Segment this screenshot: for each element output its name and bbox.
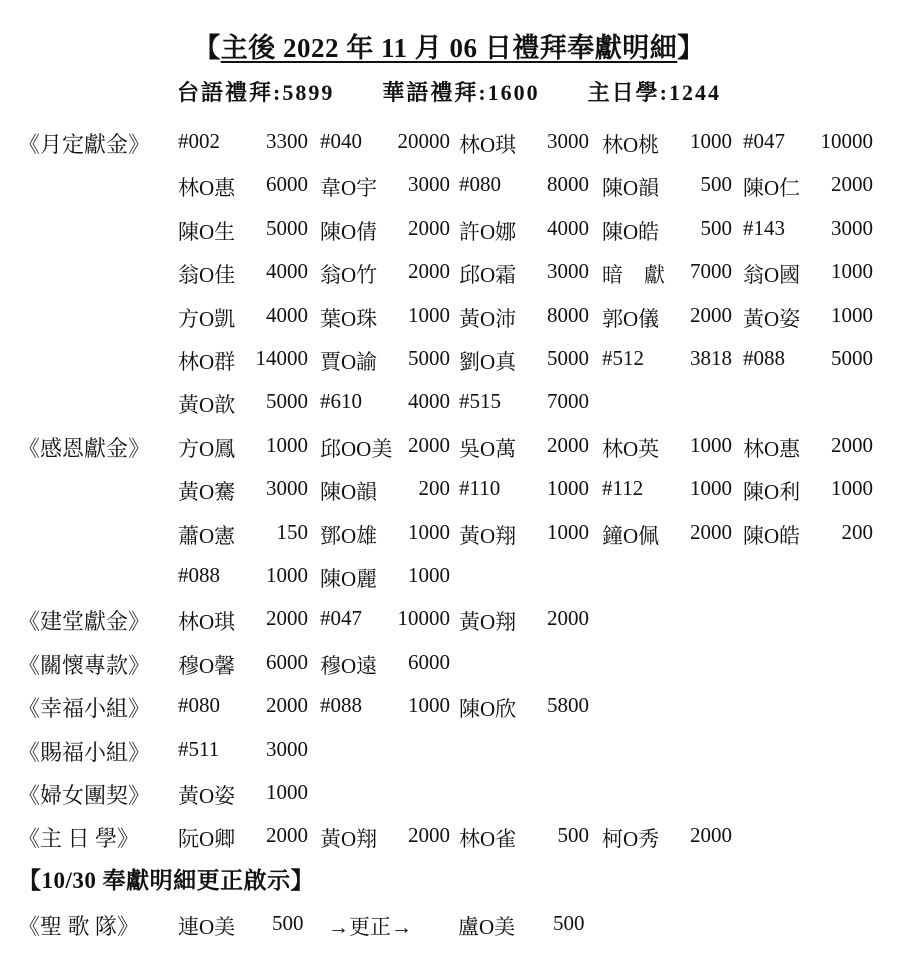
donation-amount: 1000 bbox=[408, 303, 450, 327]
category-label: 《感恩獻金》 bbox=[18, 436, 151, 461]
donor-name: #047 bbox=[320, 606, 362, 630]
donation-amount: 2000 bbox=[547, 606, 589, 630]
donor-name: 阮O卿 bbox=[178, 827, 236, 851]
donor-name: 林O雀 bbox=[459, 827, 517, 851]
donation-amount: 20000 bbox=[397, 129, 450, 153]
donation-amount: 1000 bbox=[831, 476, 873, 500]
offering-entry bbox=[602, 129, 732, 159]
offering-entry bbox=[743, 129, 873, 154]
correction-from-name: 連O美 bbox=[178, 915, 236, 939]
offering-entry bbox=[178, 606, 308, 636]
category-label: 《建堂獻金》 bbox=[18, 609, 151, 634]
offering-entry bbox=[320, 476, 450, 506]
offering-entry bbox=[178, 259, 308, 289]
donation-amount: 1000 bbox=[690, 476, 732, 500]
offering-entry bbox=[320, 563, 450, 593]
donation-amount: 1000 bbox=[547, 520, 589, 544]
offering-entry bbox=[320, 650, 450, 680]
donation-amount: 4000 bbox=[266, 259, 308, 283]
donor-name: 黃O姿 bbox=[178, 784, 236, 808]
title-bracket-left: 【 bbox=[193, 33, 221, 63]
donor-name: 林O琪 bbox=[178, 610, 236, 634]
donor-name: 方O凱 bbox=[178, 307, 236, 331]
donation-amount: 2000 bbox=[831, 172, 873, 196]
offering-entry bbox=[178, 172, 308, 202]
donor-name: 陳O利 bbox=[743, 480, 801, 504]
offering-entry bbox=[320, 520, 450, 550]
offering-entry bbox=[178, 650, 308, 680]
donation-amount: 1000 bbox=[266, 563, 308, 587]
donation-amount: 1000 bbox=[408, 693, 450, 717]
donor-name: #080 bbox=[178, 693, 220, 717]
offering-entry bbox=[459, 303, 589, 333]
donor-name: 賈O諭 bbox=[320, 350, 378, 374]
offering-entry bbox=[320, 129, 450, 154]
donor-name: 黃O翔 bbox=[459, 610, 517, 634]
donor-name: #143 bbox=[743, 216, 785, 240]
donor-name: 韋O宇 bbox=[320, 176, 378, 200]
donation-amount: 5000 bbox=[547, 346, 589, 370]
summary-sunday-school: 主日學:1244 bbox=[587, 80, 721, 105]
donation-amount: 6000 bbox=[408, 650, 450, 674]
donation-amount: 3000 bbox=[547, 259, 589, 283]
donor-name: 穆O馨 bbox=[178, 654, 236, 678]
donor-name: #002 bbox=[178, 129, 220, 153]
donation-amount: 1000 bbox=[408, 563, 450, 587]
offering-entry bbox=[743, 216, 873, 241]
donation-amount: 5000 bbox=[266, 216, 308, 240]
donor-name: 鄧O雄 bbox=[320, 524, 378, 548]
offering-entry bbox=[602, 520, 732, 550]
offering-entry bbox=[178, 737, 308, 762]
offering-entry bbox=[459, 433, 589, 463]
donation-amount: 4000 bbox=[547, 216, 589, 240]
offering-entry bbox=[743, 259, 873, 289]
donor-name: #088 bbox=[178, 563, 220, 587]
donation-amount: 6000 bbox=[266, 172, 308, 196]
donation-amount: 2000 bbox=[690, 303, 732, 327]
offering-entry bbox=[602, 303, 732, 333]
offering-entry bbox=[320, 823, 450, 853]
donation-amount: 8000 bbox=[547, 303, 589, 327]
category-label: 《月定獻金》 bbox=[18, 132, 151, 157]
correction-arrow: →更正→ bbox=[328, 915, 412, 939]
donor-name: 陳O皓 bbox=[602, 220, 660, 244]
donation-amount: 2000 bbox=[408, 433, 450, 457]
donation-amount: 500 bbox=[557, 823, 589, 847]
donor-name: 陳O皓 bbox=[743, 524, 801, 548]
donor-name: 吳O萬 bbox=[459, 437, 517, 461]
donation-amount: 4000 bbox=[266, 303, 308, 327]
offering-entry bbox=[178, 563, 308, 588]
donation-amount: 1000 bbox=[266, 433, 308, 457]
donation-amount: 1000 bbox=[690, 433, 732, 457]
donor-name: #080 bbox=[459, 172, 501, 196]
donation-amount: 200 bbox=[418, 476, 450, 500]
donor-name: 陳O仁 bbox=[743, 176, 801, 200]
summary-taiwanese-service: 台語禮拜:5899 bbox=[177, 80, 335, 105]
donor-name: 許O娜 bbox=[459, 220, 517, 244]
offering-entry bbox=[178, 129, 308, 154]
donation-amount: 5000 bbox=[831, 346, 873, 370]
offering-entry bbox=[178, 346, 308, 376]
offering-entry bbox=[178, 433, 308, 463]
donation-amount: 1000 bbox=[831, 259, 873, 283]
donation-amount: 7000 bbox=[547, 389, 589, 413]
donation-amount: 3818 bbox=[690, 346, 732, 370]
offering-entry bbox=[459, 346, 589, 376]
offering-entry bbox=[602, 476, 732, 501]
correction-to-name: 盧O美 bbox=[458, 915, 516, 939]
correction-category-label: 《聖 歌 隊》 bbox=[18, 914, 140, 939]
donor-name: 陳O麗 bbox=[320, 567, 378, 591]
donation-amount: 2000 bbox=[408, 216, 450, 240]
donor-name: #088 bbox=[320, 693, 362, 717]
donation-amount: 10000 bbox=[820, 129, 873, 153]
offering-entry bbox=[459, 693, 589, 723]
offering-entry bbox=[178, 823, 308, 853]
category-label: 《婦女團契》 bbox=[18, 783, 151, 808]
donor-name: 暗 獻 bbox=[602, 263, 665, 287]
donation-amount: 2000 bbox=[408, 823, 450, 847]
donation-amount: 5000 bbox=[266, 389, 308, 413]
donor-name: 郭O儀 bbox=[602, 307, 660, 331]
offering-entry bbox=[743, 520, 873, 550]
offering-entry bbox=[178, 303, 308, 333]
donation-amount: 1000 bbox=[831, 303, 873, 327]
offering-entry bbox=[320, 693, 450, 718]
donor-name: 林O琪 bbox=[459, 133, 517, 157]
donation-amount: 200 bbox=[841, 520, 873, 544]
donation-amount: 1000 bbox=[266, 780, 308, 804]
category-label: 《賜福小組》 bbox=[18, 740, 151, 765]
donation-amount: 3000 bbox=[266, 737, 308, 761]
category-label: 《主 日 學》 bbox=[18, 826, 140, 851]
offering-entry bbox=[178, 389, 308, 419]
donation-amount: 10000 bbox=[397, 606, 450, 630]
offering-entry bbox=[743, 346, 873, 371]
offering-entry bbox=[743, 303, 873, 333]
offering-entry bbox=[459, 823, 589, 853]
donor-name: 方O鳳 bbox=[178, 437, 236, 461]
donation-amount: 8000 bbox=[547, 172, 589, 196]
offering-entry bbox=[602, 823, 732, 853]
donor-name: 翁O國 bbox=[743, 263, 801, 287]
offering-entry bbox=[743, 433, 873, 463]
donor-name: 陳O韻 bbox=[320, 480, 378, 504]
donation-amount: 2000 bbox=[266, 693, 308, 717]
offering-entry bbox=[320, 389, 450, 414]
donor-name: #112 bbox=[602, 476, 644, 500]
donation-amount: 7000 bbox=[690, 259, 732, 283]
donation-amount: 3000 bbox=[547, 129, 589, 153]
donation-amount: 2000 bbox=[266, 606, 308, 630]
donor-name: 陳O生 bbox=[178, 220, 236, 244]
offering-entry bbox=[602, 172, 732, 202]
donor-name: 鐘O佩 bbox=[602, 524, 660, 548]
donor-name: 葉O珠 bbox=[320, 307, 378, 331]
donation-amount: 2000 bbox=[547, 433, 589, 457]
offering-entry bbox=[178, 216, 308, 246]
donor-name: 黃O沛 bbox=[459, 307, 517, 331]
donation-amount: 500 bbox=[700, 172, 732, 196]
category-label: 《關懷專款》 bbox=[18, 653, 151, 678]
correction-heading: 【10/30 奉獻明細更正啟示】 bbox=[18, 868, 315, 893]
offering-entry bbox=[459, 389, 589, 414]
donor-name: 柯O秀 bbox=[602, 827, 660, 851]
donor-name: 翁O竹 bbox=[320, 263, 378, 287]
offering-entry bbox=[459, 520, 589, 550]
donor-name: #047 bbox=[743, 129, 785, 153]
offering-entry bbox=[178, 520, 308, 550]
donation-amount: 2000 bbox=[266, 823, 308, 847]
attendance-summary bbox=[0, 76, 898, 107]
offering-entry bbox=[320, 259, 450, 289]
offering-entry bbox=[320, 606, 450, 631]
donor-name: 黃O翔 bbox=[320, 827, 378, 851]
donation-amount: 2000 bbox=[690, 520, 732, 544]
donation-amount: 1000 bbox=[408, 520, 450, 544]
donation-amount: 2000 bbox=[408, 259, 450, 283]
offering-entry bbox=[459, 216, 589, 246]
offering-entry bbox=[602, 346, 732, 371]
donor-name: 林O惠 bbox=[743, 437, 801, 461]
donor-name: 黃O翔 bbox=[459, 524, 517, 548]
offering-entry bbox=[743, 172, 873, 202]
page-title bbox=[0, 26, 898, 65]
offering-entry bbox=[602, 433, 732, 463]
offering-entry bbox=[178, 476, 308, 506]
title-bracket-right: 】 bbox=[677, 33, 705, 63]
donation-amount: 14000 bbox=[255, 346, 308, 370]
donation-amount: 3000 bbox=[266, 476, 308, 500]
offering-entry bbox=[459, 606, 589, 636]
donor-name: 陳O韻 bbox=[602, 176, 660, 200]
donation-amount: 1000 bbox=[547, 476, 589, 500]
donation-amount: 5800 bbox=[547, 693, 589, 717]
offering-entry bbox=[320, 216, 450, 246]
offering-entry bbox=[320, 346, 450, 376]
donation-amount: 6000 bbox=[266, 650, 308, 674]
offering-entry bbox=[743, 476, 873, 506]
donor-name: 林O桃 bbox=[602, 133, 660, 157]
offering-entry bbox=[602, 259, 732, 289]
offering-entry bbox=[178, 693, 308, 718]
donor-name: 蕭O憲 bbox=[178, 524, 236, 548]
correction-from-amount: 500 bbox=[272, 911, 304, 935]
donor-name: #511 bbox=[178, 737, 220, 761]
donor-name: #040 bbox=[320, 129, 362, 153]
donation-amount: 3000 bbox=[408, 172, 450, 196]
donor-name: 劉O真 bbox=[459, 350, 517, 374]
donor-name: 黃O姿 bbox=[743, 307, 801, 331]
donor-name: 翁O佳 bbox=[178, 263, 236, 287]
donation-amount: 2000 bbox=[690, 823, 732, 847]
offering-entry bbox=[459, 259, 589, 289]
summary-mandarin-service: 華語禮拜:1600 bbox=[382, 80, 540, 105]
donation-amount: 4000 bbox=[408, 389, 450, 413]
correction-to-amount: 500 bbox=[553, 911, 585, 935]
offering-entry bbox=[320, 172, 450, 202]
donor-name: #610 bbox=[320, 389, 362, 413]
donor-name: 陳O倩 bbox=[320, 220, 378, 244]
donation-amount: 3300 bbox=[266, 129, 308, 153]
donor-name: 林O惠 bbox=[178, 176, 236, 200]
offering-entry bbox=[459, 476, 589, 501]
category-label: 《幸福小組》 bbox=[18, 696, 151, 721]
donor-name: 邱OO美 bbox=[320, 437, 393, 461]
offering-entry bbox=[178, 780, 308, 810]
donation-amount: 5000 bbox=[408, 346, 450, 370]
offering-entry bbox=[320, 303, 450, 333]
donor-name: 林O英 bbox=[602, 437, 660, 461]
donor-name: 邱O霜 bbox=[459, 263, 517, 287]
offering-entry bbox=[602, 216, 732, 246]
donor-name: 黃O歆 bbox=[178, 393, 236, 417]
title-text: 主後 2022 年 11 月 06 日禮拜奉獻明細 bbox=[220, 33, 678, 63]
donor-name: #088 bbox=[743, 346, 785, 370]
donor-name: #515 bbox=[459, 389, 501, 413]
offering-entry bbox=[320, 433, 450, 463]
donor-name: 林O群 bbox=[178, 350, 236, 374]
donation-amount: 1000 bbox=[690, 129, 732, 153]
donor-name: 黃O騫 bbox=[178, 480, 236, 504]
donation-amount: 150 bbox=[276, 520, 308, 544]
offering-entry bbox=[459, 129, 589, 159]
donation-amount: 2000 bbox=[831, 433, 873, 457]
donor-name: 穆O遠 bbox=[320, 654, 378, 678]
donor-name: #110 bbox=[459, 476, 501, 500]
donor-name: #512 bbox=[602, 346, 644, 370]
donor-name: 陳O欣 bbox=[459, 697, 517, 721]
donation-amount: 3000 bbox=[831, 216, 873, 240]
offering-entry bbox=[459, 172, 589, 197]
donation-amount: 500 bbox=[700, 216, 732, 240]
